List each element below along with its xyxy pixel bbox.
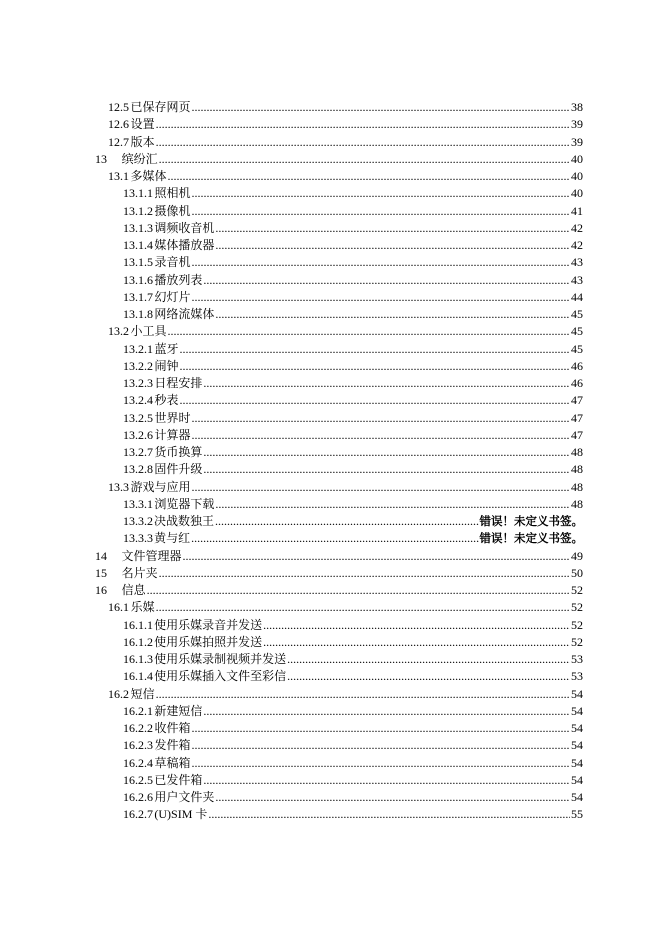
toc-entry-page-number: 44 bbox=[571, 289, 583, 304]
toc-entry-page-number: 40 bbox=[571, 151, 583, 166]
toc-dot-leader bbox=[208, 806, 570, 823]
toc-entry-page-number: 45 bbox=[571, 324, 583, 339]
toc-entry-title: 新建短信 bbox=[154, 703, 203, 718]
toc-entry-title: 蓝牙 bbox=[154, 341, 179, 356]
toc-entry-number: 13.3.2 bbox=[123, 514, 153, 528]
toc-entry[interactable] bbox=[0, 582, 662, 599]
toc-dot-leader bbox=[156, 686, 570, 703]
toc-entry-title: 版本 bbox=[130, 134, 155, 149]
toc-dot-leader bbox=[191, 720, 570, 737]
toc-entry-title: 发件箱 bbox=[154, 738, 191, 753]
toc-entry-number: 16 bbox=[95, 583, 107, 597]
toc-dot-leader bbox=[191, 185, 570, 202]
toc-dot-leader bbox=[203, 375, 570, 392]
toc-dot-leader bbox=[215, 496, 570, 513]
toc-entry-title: 浏览器下载 bbox=[154, 496, 215, 511]
toc-entry-number: 13.1.6 bbox=[123, 272, 153, 287]
toc-entry-number: 13.3 bbox=[108, 479, 129, 494]
toc-entry-page-number: 52 bbox=[571, 634, 583, 649]
toc-entry-title: 决战数独王 bbox=[154, 514, 215, 528]
toc-dot-leader bbox=[203, 444, 570, 461]
toc-entry[interactable] bbox=[0, 789, 662, 806]
toc-entry[interactable] bbox=[0, 772, 662, 789]
toc-entry-number: 16.2.1 bbox=[123, 703, 153, 718]
toc-entry-number: 13.3.3 bbox=[123, 531, 153, 546]
toc-entry-title: 小工具 bbox=[130, 324, 167, 339]
toc-entry[interactable] bbox=[0, 254, 662, 271]
toc-entry-number: 13.2.3 bbox=[123, 376, 153, 390]
toc-entry-number: 13 bbox=[95, 151, 107, 166]
toc-dot-leader bbox=[203, 703, 570, 720]
toc-entry-page-number: 48 bbox=[571, 445, 583, 459]
toc-dot-leader bbox=[156, 599, 570, 616]
toc-dot-leader bbox=[191, 427, 570, 444]
toc-entry[interactable] bbox=[0, 720, 662, 737]
toc-entry-number: 13.2 bbox=[108, 324, 129, 339]
toc-entry-number: 16.1.1 bbox=[123, 617, 153, 632]
toc-entry-number: 16.2.3 bbox=[123, 738, 153, 753]
toc-entry-page-number: 54 bbox=[571, 703, 583, 718]
toc-entry-title: 摄像机 bbox=[154, 203, 191, 218]
toc-entry-page-number: 39 bbox=[571, 117, 583, 132]
toc-entry-number: 13.1 bbox=[108, 169, 129, 183]
toc-entry-page-number: 43 bbox=[571, 255, 583, 270]
toc-entry-title: 日程安排 bbox=[154, 376, 203, 390]
toc-entry-title: 乐媒 bbox=[130, 600, 155, 615]
toc-entry-number: 16.1.3 bbox=[123, 652, 153, 666]
toc-entry-number: 16.2.4 bbox=[123, 755, 153, 770]
toc-dot-leader bbox=[215, 789, 570, 806]
toc-entry[interactable] bbox=[0, 203, 662, 220]
toc-entry[interactable] bbox=[0, 565, 662, 582]
toc-entry-page-number: 55 bbox=[571, 807, 583, 822]
toc-entry-number: 13.2.5 bbox=[123, 410, 153, 425]
toc-entry-title: 设置 bbox=[130, 117, 155, 132]
toc-entry-page-number: 54 bbox=[571, 772, 583, 787]
toc-entry[interactable] bbox=[0, 668, 662, 685]
toc-entry[interactable] bbox=[0, 116, 662, 133]
toc-entry-page-number: 40 bbox=[571, 169, 583, 183]
toc-entry[interactable] bbox=[0, 237, 662, 254]
toc-dot-leader bbox=[203, 272, 570, 289]
toc-entry[interactable] bbox=[0, 737, 662, 754]
toc-entry-title: 用户文件夹 bbox=[154, 790, 215, 804]
toc-entry[interactable] bbox=[0, 220, 662, 237]
toc-dot-leader bbox=[191, 755, 570, 772]
toc-entry-title: 文件管理器 bbox=[121, 548, 182, 563]
toc-entry-page-number: 54 bbox=[571, 738, 583, 753]
toc-entry-number: 13.2.4 bbox=[123, 393, 153, 408]
toc-entry-number: 13.3.1 bbox=[123, 496, 153, 511]
toc-entry[interactable] bbox=[0, 323, 662, 340]
toc-entry-title: 游戏与应用 bbox=[130, 479, 191, 494]
toc-entry-page-number: 48 bbox=[571, 496, 583, 511]
toc-entry-page-number: 53 bbox=[571, 652, 583, 666]
toc-entry-number: 13.2.2 bbox=[123, 358, 153, 373]
toc-dot-leader bbox=[180, 392, 571, 409]
toc-entry-title: 世界时 bbox=[154, 410, 191, 425]
toc-entry-title: 使用乐媒拍照并发送 bbox=[154, 634, 263, 649]
toc-entry[interactable] bbox=[0, 479, 662, 496]
toc-dot-leader bbox=[287, 651, 570, 668]
toc-entry[interactable] bbox=[0, 358, 662, 375]
toc-entry-page-number: 46 bbox=[571, 376, 583, 390]
toc-entry-title: 黄与红 bbox=[154, 531, 191, 546]
toc-entry-title: 货币换算 bbox=[154, 445, 203, 459]
toc-dot-leader bbox=[203, 461, 570, 478]
toc-dot-leader bbox=[159, 565, 570, 582]
toc-entry-page-number: 45 bbox=[571, 341, 583, 356]
toc-dot-leader bbox=[215, 237, 570, 254]
toc-entry-number: 13.1.2 bbox=[123, 203, 153, 218]
toc-entry-title: 缤纷汇 bbox=[121, 151, 158, 166]
toc-entry-number: 16.2 bbox=[108, 686, 129, 701]
toc-entry-page-number: 54 bbox=[571, 686, 583, 701]
toc-entry-page-number: 46 bbox=[571, 358, 583, 373]
toc-entry-page-number: 45 bbox=[571, 307, 583, 321]
toc-entry-number: 16.2.7 bbox=[123, 807, 153, 822]
toc-dot-leader bbox=[203, 772, 570, 789]
toc-dot-leader bbox=[287, 668, 570, 685]
toc-entry[interactable] bbox=[0, 617, 662, 634]
toc-dot-leader bbox=[156, 134, 570, 151]
toc-entry-page-number: 47 bbox=[571, 427, 583, 442]
toc-dot-leader bbox=[180, 341, 571, 358]
toc-entry[interactable] bbox=[0, 755, 662, 772]
toc-dot-leader bbox=[191, 99, 570, 116]
toc-entry-page-number: 54 bbox=[571, 790, 583, 804]
toc-entry-page-number: 42 bbox=[571, 238, 583, 252]
toc-entry-page-number: 52 bbox=[571, 600, 583, 615]
toc-entry-page-number: 50 bbox=[571, 565, 583, 580]
toc-dot-leader bbox=[263, 617, 570, 634]
toc-entry-title: 播放列表 bbox=[154, 272, 203, 287]
toc-entry-number: 13.2.6 bbox=[123, 427, 153, 442]
toc-entry-title: 多媒体 bbox=[130, 169, 167, 183]
toc-entry-page-number: 39 bbox=[571, 134, 583, 149]
toc-entry[interactable] bbox=[0, 392, 662, 409]
toc-entry-error-text: 错误！未定义书签。 bbox=[479, 531, 583, 546]
toc-dot-leader bbox=[191, 737, 570, 754]
toc-dot-leader bbox=[215, 220, 570, 237]
toc-entry[interactable] bbox=[0, 185, 662, 202]
toc-dot-leader bbox=[191, 410, 570, 427]
toc-entry-number: 13.1.1 bbox=[123, 186, 153, 201]
toc-entry[interactable] bbox=[0, 134, 662, 151]
toc-dot-leader bbox=[180, 358, 571, 375]
toc-entry-number: 16.1.2 bbox=[123, 634, 153, 649]
toc-entry-page-number: 54 bbox=[571, 721, 583, 735]
toc-entry-number: 13.2.1 bbox=[123, 341, 153, 356]
toc-entry[interactable] bbox=[0, 461, 662, 478]
toc-dot-leader bbox=[191, 479, 570, 496]
toc-dot-leader bbox=[168, 168, 570, 185]
toc-entry-number: 13.1.3 bbox=[123, 220, 153, 235]
toc-entry-page-number: 49 bbox=[571, 548, 583, 563]
toc-entry-number: 16.2.2 bbox=[123, 721, 153, 735]
toc-entry-number: 15 bbox=[95, 565, 107, 580]
toc-entry[interactable] bbox=[0, 151, 662, 168]
toc-entry-number: 14 bbox=[95, 548, 107, 563]
toc-dot-leader bbox=[191, 203, 570, 220]
toc-entry[interactable] bbox=[0, 306, 662, 323]
toc-entry-title: 固件升级 bbox=[154, 462, 203, 477]
toc-entry-number: 16.2.5 bbox=[123, 772, 153, 787]
toc-entry[interactable] bbox=[0, 375, 662, 392]
toc-entry[interactable] bbox=[0, 806, 662, 823]
toc-entry-title: 闹钟 bbox=[154, 358, 179, 373]
toc-entry-number: 12.7 bbox=[108, 134, 129, 149]
toc-entry-title: 信息 bbox=[121, 583, 146, 597]
toc-entry-number: 16.1.4 bbox=[123, 669, 153, 684]
toc-dot-leader bbox=[156, 116, 570, 133]
toc-entry-page-number: 47 bbox=[571, 410, 583, 425]
toc-entry-title: 媒体播放器 bbox=[154, 238, 215, 252]
toc-entry[interactable] bbox=[0, 651, 662, 668]
toc-entry-number: 16.1 bbox=[108, 600, 129, 615]
toc-dot-leader bbox=[182, 548, 570, 565]
toc-entry-page-number: 48 bbox=[571, 462, 583, 477]
toc-entry[interactable] bbox=[0, 289, 662, 306]
toc-entry-title: 使用乐媒录制视频并发送 bbox=[154, 652, 287, 666]
toc-entry[interactable] bbox=[0, 599, 662, 616]
toc-entry-title: 秒表 bbox=[154, 393, 179, 408]
toc-dot-leader bbox=[191, 530, 478, 547]
toc-entry-page-number: 43 bbox=[571, 272, 583, 287]
toc-entry[interactable] bbox=[0, 686, 662, 703]
toc-entry-number: 12.5 bbox=[108, 100, 129, 114]
toc-entry[interactable] bbox=[0, 548, 662, 565]
toc-dot-leader bbox=[263, 634, 570, 651]
toc-entry[interactable] bbox=[0, 168, 662, 185]
toc-entry-title: 已保存网页 bbox=[130, 100, 191, 114]
toc-dot-leader bbox=[191, 289, 570, 306]
toc-entry[interactable] bbox=[0, 530, 662, 547]
toc-entry[interactable] bbox=[0, 427, 662, 444]
toc-entry[interactable] bbox=[0, 634, 662, 651]
toc-dot-leader bbox=[215, 306, 570, 323]
toc-entry-title: 录音机 bbox=[154, 255, 191, 270]
toc-entry-page-number: 52 bbox=[571, 617, 583, 632]
toc-entry-title: 幻灯片 bbox=[154, 289, 191, 304]
toc-dot-leader bbox=[191, 254, 570, 271]
toc-entry-page-number: 53 bbox=[571, 669, 583, 684]
toc-entry-number: 13.1.4 bbox=[123, 238, 153, 252]
toc-entry-title: 名片夹 bbox=[121, 565, 158, 580]
toc-entry-page-number: 54 bbox=[571, 755, 583, 770]
toc-entry[interactable] bbox=[0, 496, 662, 513]
toc-entry[interactable] bbox=[0, 341, 662, 358]
toc-entry-number: 13.1.5 bbox=[123, 255, 153, 270]
toc-entry-page-number: 52 bbox=[571, 583, 583, 597]
toc-entry-page-number: 42 bbox=[571, 220, 583, 235]
toc-dot-leader bbox=[159, 151, 570, 168]
toc-entry[interactable] bbox=[0, 272, 662, 289]
toc-entry[interactable] bbox=[0, 444, 662, 461]
toc-entry-number: 13.2.8 bbox=[123, 462, 153, 477]
toc-entry-page-number: 48 bbox=[571, 479, 583, 494]
toc-entry-title: 网络流媒体 bbox=[154, 307, 215, 321]
toc-dot-leader bbox=[147, 582, 570, 599]
toc-entry-title: 草稿箱 bbox=[154, 755, 191, 770]
toc-entry[interactable] bbox=[0, 410, 662, 427]
toc-entry[interactable] bbox=[0, 513, 662, 530]
toc-entry-page-number: 47 bbox=[571, 393, 583, 408]
toc-entry-title: 照相机 bbox=[154, 186, 191, 201]
toc-entry-page-number: 40 bbox=[571, 186, 583, 201]
toc-entry-number: 13.1.7 bbox=[123, 289, 153, 304]
toc-dot-leader bbox=[168, 323, 570, 340]
toc-entry-number: 12.6 bbox=[108, 117, 129, 132]
toc-entry-title: 已发件箱 bbox=[154, 772, 203, 787]
toc-entry-page-number: 41 bbox=[571, 203, 583, 218]
toc-entry-title: 计算器 bbox=[154, 427, 191, 442]
toc-entry-number: 13.1.8 bbox=[123, 307, 153, 321]
toc-entry-title: 调频收音机 bbox=[154, 220, 215, 235]
toc-entry[interactable] bbox=[0, 99, 662, 116]
table-of-contents bbox=[0, 99, 662, 824]
toc-entry-number: 13.2.7 bbox=[123, 445, 153, 459]
toc-entry-title: 收件箱 bbox=[154, 721, 191, 735]
toc-entry-title: (U)SIM 卡 bbox=[154, 807, 208, 822]
toc-entry-title: 短信 bbox=[130, 686, 155, 701]
toc-entry-number: 16.2.6 bbox=[123, 790, 153, 804]
toc-entry-title: 使用乐媒插入文件至彩信 bbox=[154, 669, 287, 684]
toc-entry-page-number: 38 bbox=[571, 100, 583, 114]
toc-dot-leader bbox=[215, 513, 478, 530]
toc-entry[interactable] bbox=[0, 703, 662, 720]
toc-entry-title: 使用乐媒录音并发送 bbox=[154, 617, 263, 632]
toc-entry-error-text: 错误！未定义书签。 bbox=[479, 514, 583, 528]
